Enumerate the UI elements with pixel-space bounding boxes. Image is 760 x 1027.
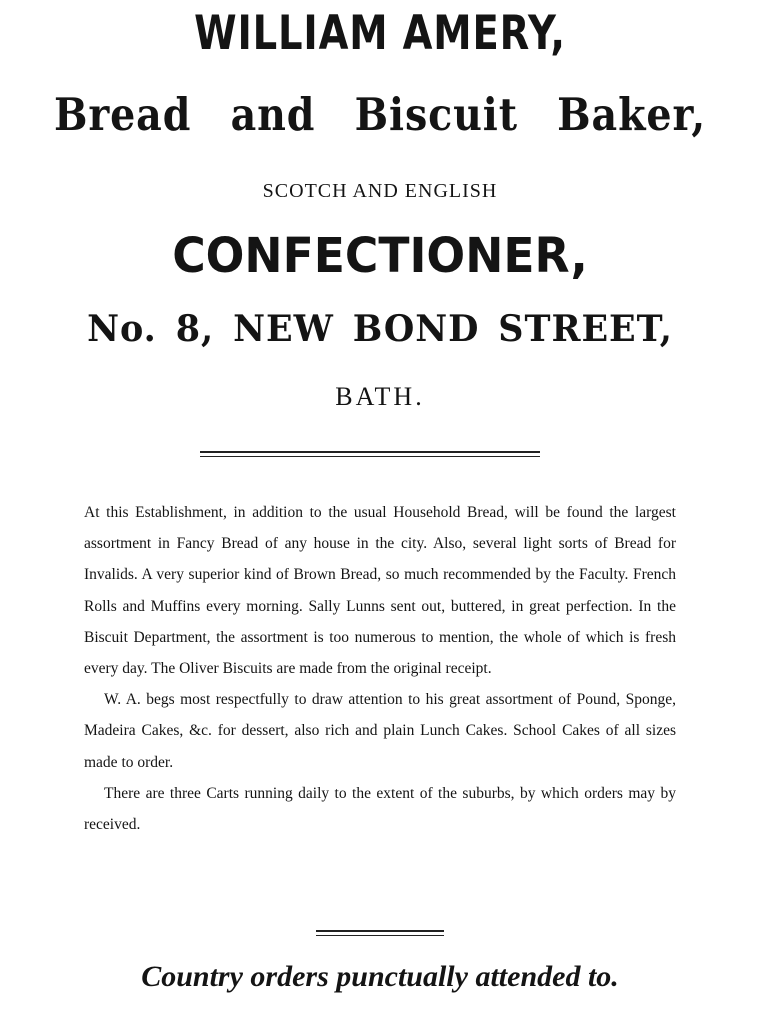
body-paragraph-establishment: At this Establishment, in addition to the usual Household Bread, will be found the largest assortment in Fancy Bread of any house in the city. Also, several light sorts of Bread for Invalids. A very superior kind of Brown Bread, so much recommended by the Faculty. French Rolls and Muffins every morning. Sally Lunns sent out, buttered, in great perfection. In the Biscuit Department, the assortment is too numerous to mention, the whole of which is fresh every day. The Oliver Biscuits are made from the original receipt. (84, 504, 676, 678)
subheading: SCOTCH AND ENGLISH (262, 180, 498, 202)
trade-heading: Bread and Biscuit Baker, (54, 88, 706, 141)
divider-rule-bottom-thin (316, 935, 444, 936)
city-name: BATH. (335, 382, 425, 411)
divider-rule-top-thin (200, 456, 540, 457)
body-paragraph-cakes: W. A. begs most respectfully to draw attention to his great assortment of Pound, Sponge, Madeira Cakes, &c. for dessert, also rich and plain Lunch Cakes. School Cakes of all sizes made to order. (84, 691, 676, 771)
divider-rule-top (200, 451, 540, 453)
footer-note: Country orders punctually attended to. (141, 960, 619, 993)
street-address: No. 8, NEW BOND STREET, (87, 308, 673, 350)
advert-body (84, 497, 676, 840)
occupation-heading: CONFECTIONER, (172, 228, 588, 284)
proprietor-name: WILLIAM AMERY, (194, 6, 566, 61)
body-paragraph-carts: There are three Carts running daily to the extent of the suburbs, by which orders may by received. (84, 784, 676, 834)
divider-rule-bottom (316, 930, 444, 932)
